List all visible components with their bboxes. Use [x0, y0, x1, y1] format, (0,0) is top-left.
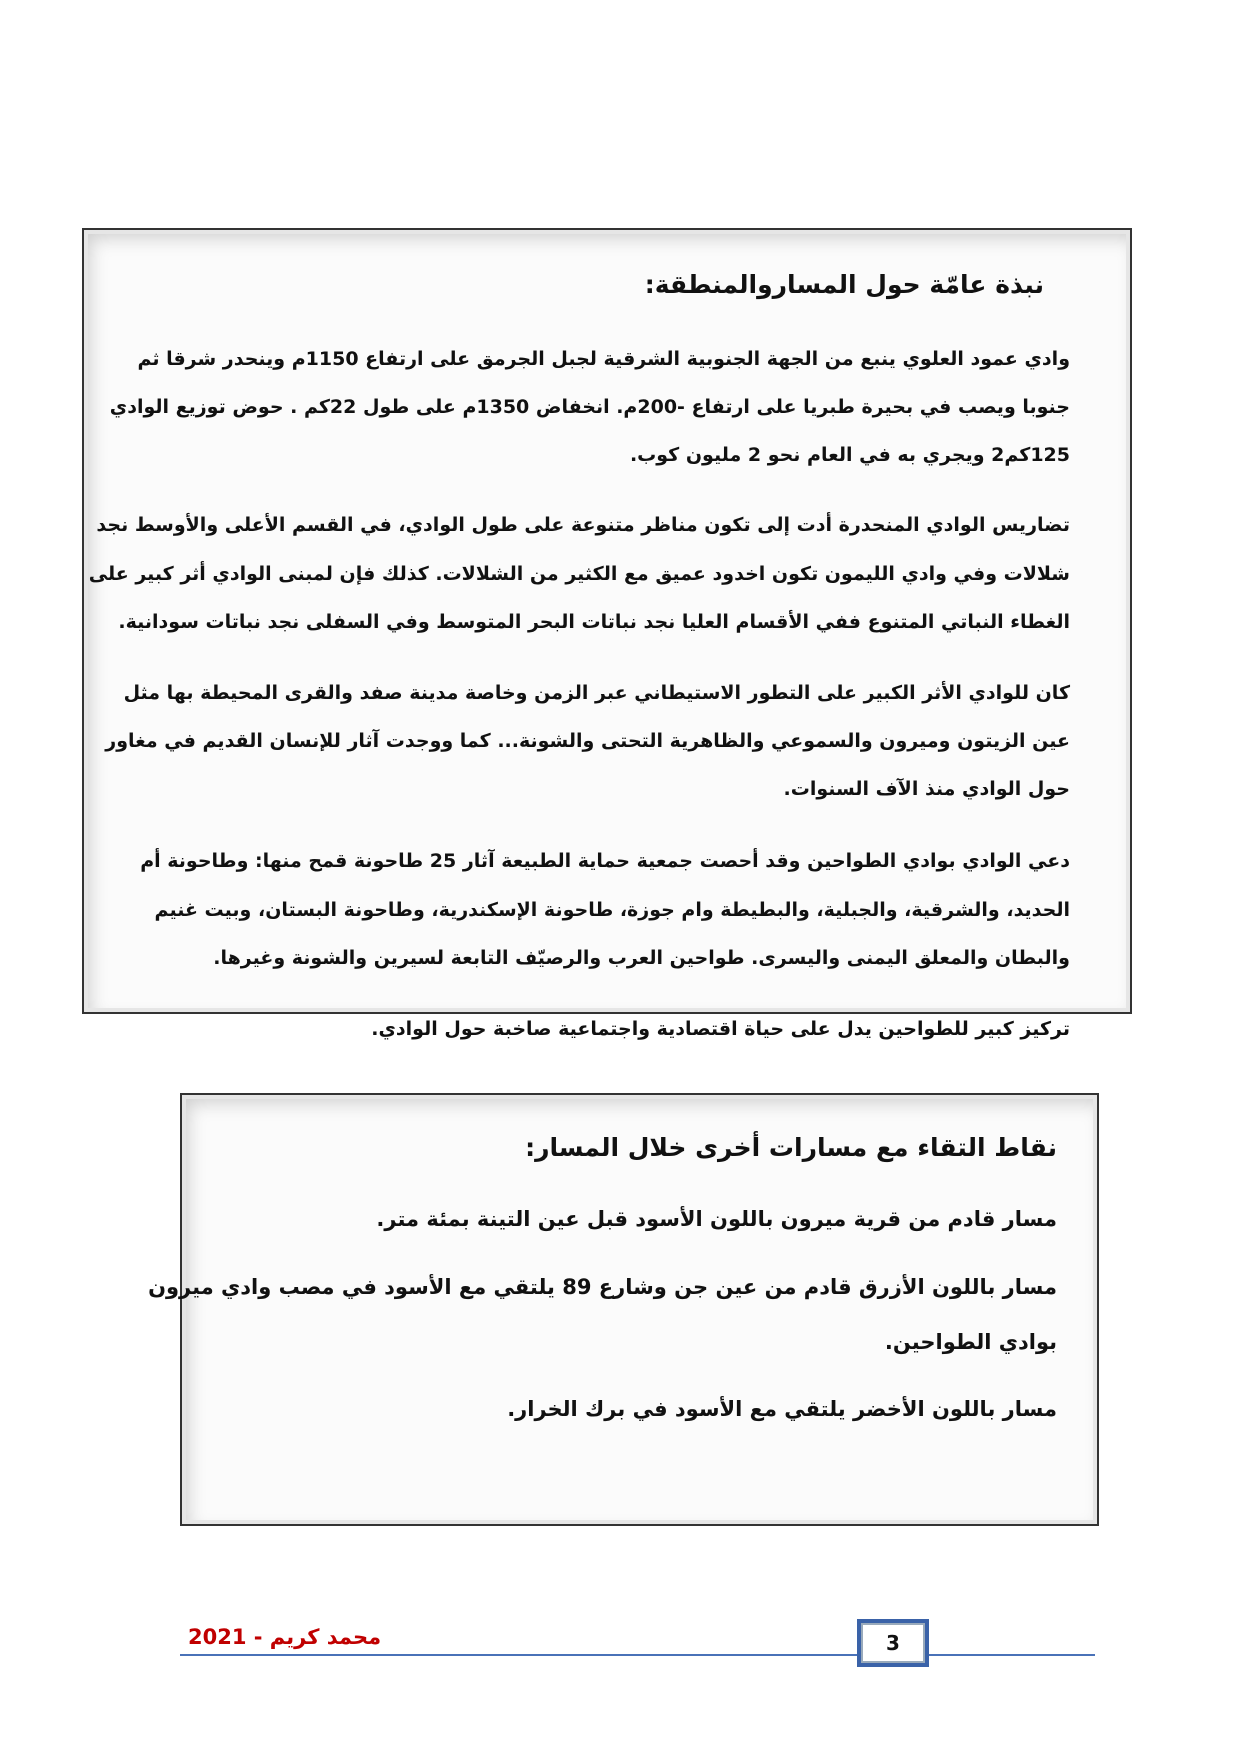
text-line: الحديد، والشرقية، والجبلية، والبطيطة وام جوزة، طاحونة الإسكندرية، وطاحونة البستان، وبيت غنيم [154, 899, 1070, 921]
text-line: بوادي الطواحين. [884, 1330, 1057, 1354]
footer-author: محمد كريم - 2021 [188, 1625, 382, 1649]
text-line: وادي عمود العلوي ينبع من الجهة الجنوبية الشرقية لجبل الجرمق على ارتفاع 1150م وينحدر شرقا ثم [137, 348, 1070, 370]
junctions-box [148, 1093, 1099, 1526]
text-line: والبطان والمعلق اليمنى واليسرى. طواحين العرب والرصيّف التابعة لسيرين والشونة وغيرها. [213, 947, 1070, 969]
text-line: كان للوادي الأثر الكبير على التطور الاستيطاني عبر الزمن وخاصة مدينة صفد والقرى المحيطة بها مثل [123, 682, 1070, 704]
text-line: تركيز كبير للطواحين يدل على حياة اقتصادية واجتماعية صاخبة حول الوادي. [371, 1018, 1070, 1040]
text-line: شلالات وفي وادي الليمون تكون اخدود عميق مع الكثير من الشلالات. كذلك فإن لمبنى الوادي أثر كبير على [88, 563, 1070, 585]
footer-rule [180, 1654, 1095, 1656]
overview-title: نبذة عامّة حول المساروالمنطقة: [644, 270, 1044, 299]
overview-box [82, 228, 1132, 1040]
text-line: مسار باللون الأخضر يلتقي مع الأسود في برك الخرار. [507, 1397, 1057, 1421]
page-number: 3 [857, 1619, 929, 1667]
text-line: مسار باللون الأزرق قادم من عين جن وشارع 89 يلتقي مع الأسود في مصب وادي ميرون [148, 1275, 1057, 1299]
text-line: 125كم2 ويجري به في العام نحو 2 مليون كوب. [629, 444, 1070, 466]
text-line: مسار قادم من قرية ميرون باللون الأسود قبل عين التينة بمئة متر. [376, 1207, 1057, 1231]
junctions-title: نقاط التقاء مع مسارات أخرى خلال المسار: [525, 1133, 1057, 1162]
text-line: دعي الوادي بوادي الطواحين وقد أحصت جمعية حماية الطبيعة آثار 25 طاحونة قمح منها: وطاحونة أم [140, 850, 1070, 872]
text-line: حول الوادي منذ الآف السنوات. [783, 778, 1070, 800]
text-line: الغطاء النباتي المتنوع ففي الأقسام العليا نجد نباتات البحر المتوسط وفي السفلى نجد نباتات سودانية. [118, 611, 1070, 633]
text-line: تضاريس الوادي المنحدرة أدت إلى تكون مناظر متنوعة على طول الوادي، في القسم الأعلى والأوسط نجد [96, 514, 1070, 536]
text-line: جنوبا ويصب في بحيرة طبريا على ارتفاع -200م. انخفاض 1350م على طول 22كم . حوض توزيع الوادي [109, 396, 1070, 418]
text-line: عين الزيتون وميرون والسموعي والظاهرية التحتى والشونة... كما ووجدت آثار للإنسان القديم في مغاور [105, 730, 1070, 752]
